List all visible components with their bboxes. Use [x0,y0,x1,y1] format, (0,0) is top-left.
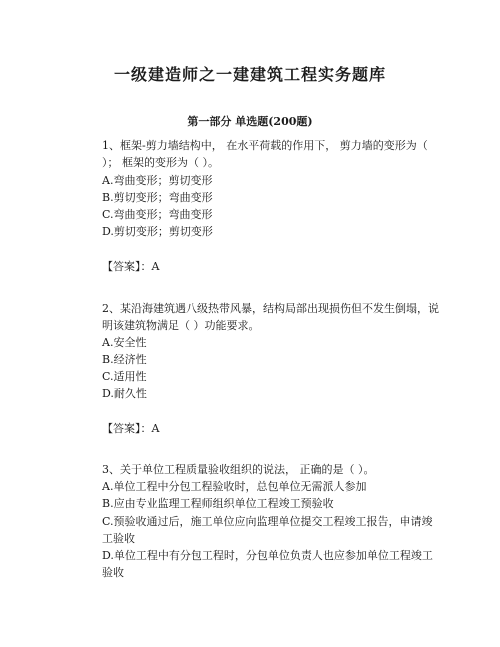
question-2-option-a: A.安全性 [102,336,147,349]
question-2-answer: 【答案】：A [102,422,160,435]
question-1-option-a: A.弯曲变形；剪切变形 [102,174,213,187]
section-title: 第一部分 单选题(200题) [187,115,313,128]
document-title: 一级建造师之一建建筑工程实务题库 [113,65,386,84]
question-1-option-b: B.剪切变形；弯曲变形 [102,191,213,204]
question-1-text-line-2: ）； 框架的变形为（ ）。 [102,156,219,169]
question-1-text-line-1: 1、框架-剪力墙结构中， 在水平荷载的作用下， 剪力墙的变形为（ [102,139,428,152]
question-3-option-c-continued: 工验收 [102,532,135,545]
question-3-text-line-1: 3、关于单位工程质量验收组织的说法， 正确的是（ ）。 [102,463,375,476]
question-3-option-c: C.预验收通过后，施工单位应向监理单位提交工程竣工报告，申请竣 [102,515,433,528]
question-2-option-c: C.适用性 [102,370,147,383]
question-3-option-d-continued: 验收 [102,566,124,579]
question-2-text-line-2: 明该建筑物满足（ ）功能要求。 [102,319,260,332]
question-3-option-a: A.单位工程中分包工程验收时，总包单位无需派人参加 [102,480,367,493]
question-1-answer: 【答案】：A [102,260,160,273]
question-2-option-d: D.耐久性 [102,387,147,400]
question-3-option-d: D.单位工程中有分包工程时，分包单位负责人也应参加单位工程竣工 [102,549,433,562]
question-2-text-line-1: 2、某沿海建筑遇八级热带风暴，结构局部出现损伤但不发生倒塌，说 [102,302,439,315]
question-1-option-d: D.剪切变形；剪切变形 [102,225,213,238]
question-3-option-b: B.应由专业监理工程师组织单位工程竣工预验收 [102,497,334,510]
question-1-option-c: C.弯曲变形；弯曲变形 [102,208,213,221]
question-2-option-b: B.经济性 [102,353,147,366]
